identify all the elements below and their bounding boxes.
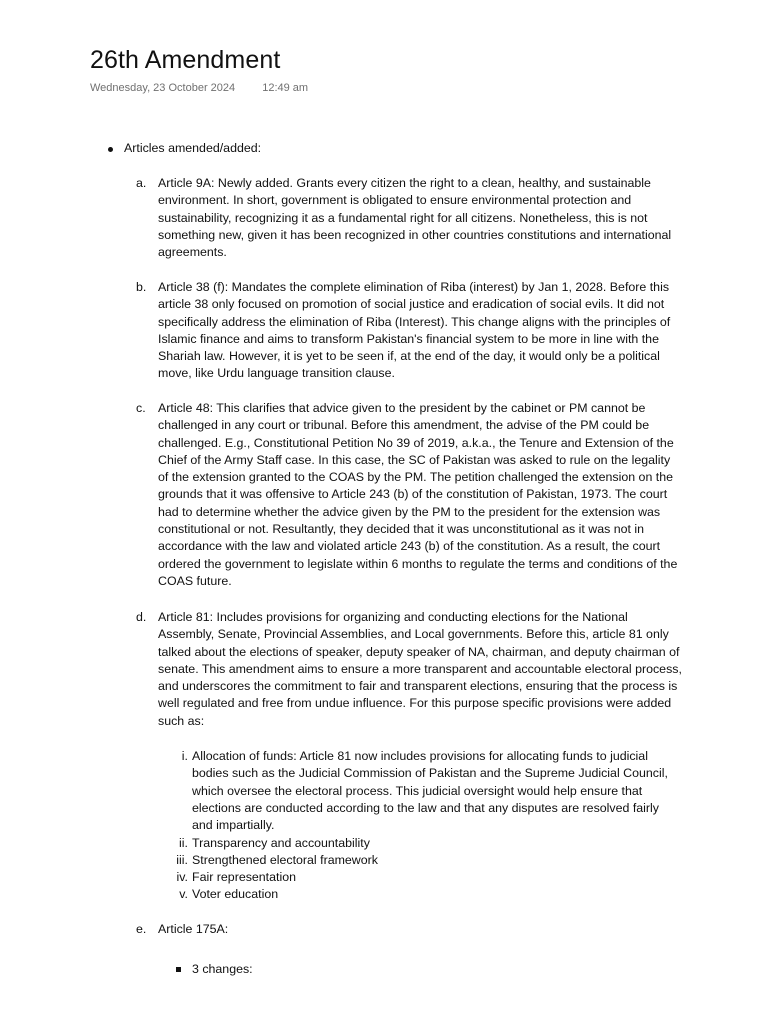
sub-list-marker: v.: [179, 887, 188, 901]
list-marker: b.: [136, 280, 147, 294]
sub-list-marker: iii.: [176, 853, 188, 867]
sub-item-text: Strengthened electoral framework: [192, 853, 378, 867]
top-bullet-text: Articles amended/added:: [124, 141, 262, 155]
list-item-text: Article 175A:: [158, 922, 229, 936]
square-bullet-icon: [176, 967, 181, 972]
sub-list-marker: iv.: [176, 870, 188, 884]
square-bullet-text: 3 changes:: [192, 962, 253, 976]
page-title: 26th Amendment: [90, 46, 281, 74]
page-meta: [90, 82, 308, 94]
sub-item-text: Transparency and accountability: [192, 836, 370, 850]
page-date: Wednesday, 23 October 2024: [90, 82, 236, 94]
list-item-text: Article 81: Includes provisions for organizing and conducting elections for the National Assembly, Senate, Provincial Assemblies, and Local governments. Before this, article 81 only talked about the elections of speaker, deputy speaker of NA, chairman, and deputy chairman of senate. This amendment aims to ensure a more transparent and accountable electoral process, and underscores the commitment to fair and transparent elections, ensuring that the process is well regulated and free from undue influence. For this purpose specific provisions were added such as:: [158, 610, 682, 728]
sub-item-text: Allocation of funds: Article 81 now includes provisions for allocating funds to judicial bodies such as the Judicial Commission of Pakistan and the Supreme Judicial Council, which oversee the electoral process. This judicial oversight would help ensure that elections are conducted according to the law and that any disputes are resolved fairly and impartially.: [192, 749, 668, 833]
list-marker: d.: [136, 610, 147, 624]
list-marker: a.: [136, 176, 147, 190]
list-marker: e.: [136, 922, 147, 936]
list-item-text: Article 48: This clarifies that advice given to the president by the cabinet or PM cannot be challenged in any court or tribunal. Before this amendment, the advise of the PM could be challenged. E.g., Constitutional Petition No 39 of 2019, a.k.a., the Tenure and Extension of the Chief of the Army Staff case. In this case, the SC of Pakistan was asked to rule on the legality of the extension granted to the COAS by the PM. The petition challenged the extension on the grounds that it was offensive to Article 243 (b) of the constitution of Pakistan, 1973. The court had to determine whether the advice given by the PM to the president for the extension was constitutional or not. Resultantly, they decided that it was unconstitutional as it was not in accordance with the law and violated article 243 (b) of the constitution. As a result, the court ordered the government to legislate within 6 months to regulate the terms and conditions of the COAS future.: [158, 401, 678, 588]
sub-item-text: Voter education: [192, 887, 279, 901]
sub-list-marker: ii.: [179, 836, 188, 850]
list-item-text: Article 38 (f): Mandates the complete elimination of Riba (interest) by Jan 1, 2028. Before this article 38 only focused on promotion of social justice and eradication of social evils. It did not specifically address the elimination of Riba (Interest). This change aligns with the principles of Islamic finance and aims to transform Pakistan's financial system to be more in line with the Shariah law. However, it is yet to be seen if, at the end of the day, it would only be a political move, like Urdu language transition clause.: [158, 280, 671, 381]
sub-item-text: Fair representation: [192, 870, 296, 884]
sub-list-marker: i.: [181, 749, 188, 763]
list-marker: c.: [136, 401, 146, 415]
page-time: 12:49 am: [262, 82, 309, 94]
bullet-dot-icon: [108, 147, 113, 152]
list-item-text: Article 9A: Newly added. Grants every citizen the right to a clean, healthy, and sustainable environment. In short, government is obligated to ensure environmental protection and sustainability, recognizing it as a fundamental right for all citizens. Nonetheless, this is not something new, given it has been recognized in other countries constitutions and international agreements.: [158, 176, 672, 260]
